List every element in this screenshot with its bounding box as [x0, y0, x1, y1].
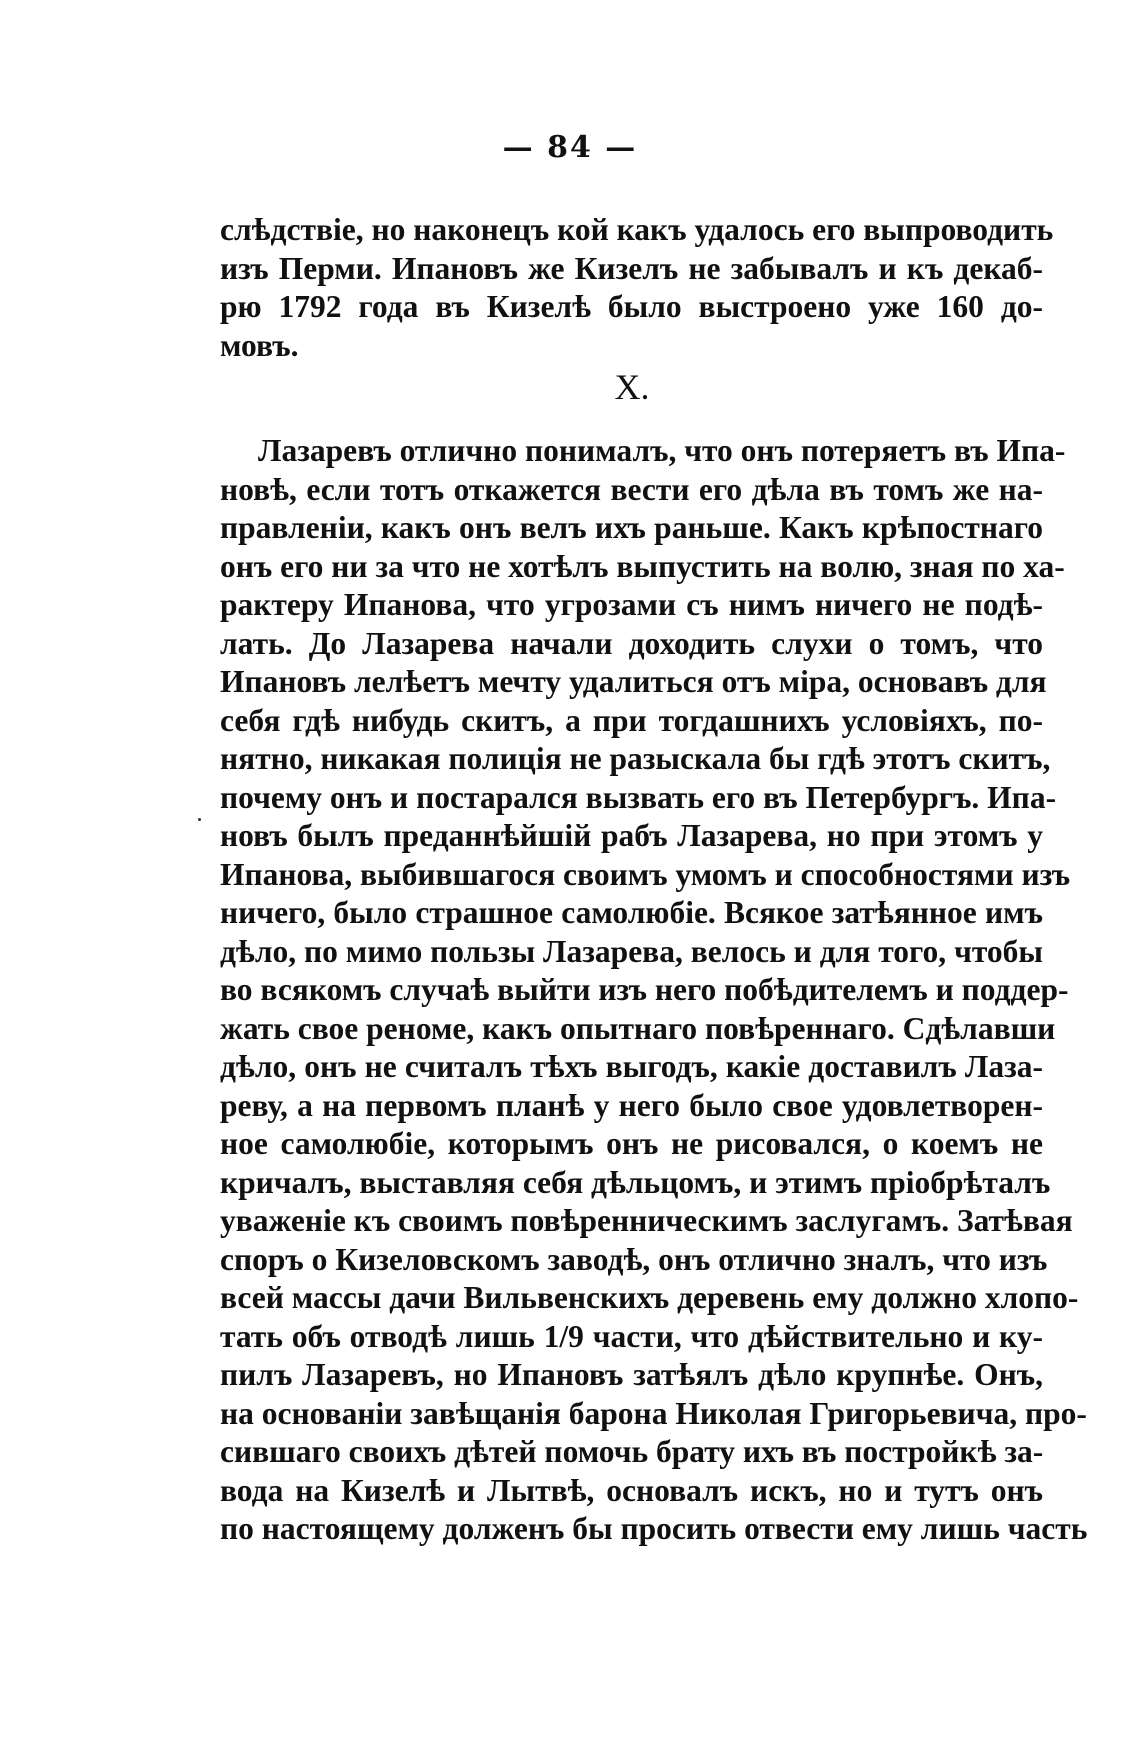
text-line: почему онъ и постарался вызвать его въ Петербургъ. Ипа-	[220, 779, 1057, 815]
text-line: уваженіе къ своимъ повѣренническимъ заслугамъ. Затѣвая	[220, 1203, 1073, 1238]
text-line: рактеру Ипанова, что угрозами съ нимъ ничего не подѣ-	[220, 587, 1043, 622]
text-line: дѣло, онъ не считалъ тѣхъ выгодъ, какіе доставилъ Лаза-	[220, 1049, 1043, 1084]
text-line: слѣдствіе, но наконецъ кой какъ удалось его выпроводить	[220, 212, 1054, 247]
text-line: Лазаревъ отлично понималъ, что онъ потеряетъ въ Ипа-	[258, 433, 1066, 468]
text-line: во всякомъ случаѣ выйти изъ него побѣдителемъ и поддер-	[220, 972, 1069, 1007]
text-line: сившаго своихъ дѣтей помочь брату ихъ въ постройкѣ за-	[220, 1434, 1044, 1469]
main-paragraph	[220, 432, 1088, 1549]
text-line: Ипанова, выбившагося своимъ умомъ и способностями изъ	[220, 856, 1071, 892]
text-line: по настоящему долженъ бы просить отвести ему лишь часть	[220, 1511, 1088, 1546]
text-line: нятно, никакая полиція не разыскала бы гдѣ этотъ скитъ,	[220, 741, 1051, 776]
text-line: онъ его ни за что не хотѣлъ выпустить на волю, зная по ха-	[220, 548, 1065, 584]
text-line: мовъ.	[220, 327, 299, 363]
text-line: Ипановъ лелѣетъ мечту удалиться отъ міра, основавъ для	[220, 664, 1047, 699]
text-line: правленіи, какъ онъ велъ ихъ раньше. Какъ крѣпостнаго	[220, 510, 1043, 545]
print-speck	[198, 818, 201, 821]
section-heading: X.	[614, 367, 650, 407]
text-line: жать свое реноме, какъ опытнаго повѣреннаго. Сдѣлавши	[220, 1010, 1056, 1046]
text-line: всей массы дачи Вильвенскихъ деревень ему должно хлопо-	[220, 1280, 1079, 1315]
text-line: тать объ отводѣ лишь 1/9 части, что дѣйствительно и ку-	[220, 1318, 1043, 1354]
text-line: ничего, было страшное самолюбіе. Всякое затѣянное имъ	[220, 895, 1043, 930]
text-line: на основаніи завѣщанія барона Николая Григорьевича, про-	[220, 1395, 1087, 1431]
text-line: рю 1792 года въ Кизелѣ было выстроено уже 160 до-	[220, 289, 1043, 324]
top-paragraph	[220, 211, 1054, 365]
text-line: новѣ, если тотъ откажется вести его дѣла въ томъ же на-	[220, 471, 1043, 507]
text-line: дѣло, по мимо пользы Лазарева, велось и для того, чтобы	[220, 933, 1043, 969]
text-line: лать. До Лазарева начали доходить слухи о томъ, что	[220, 625, 1043, 661]
text-line: пилъ Лазаревъ, но Ипановъ затѣялъ дѣло крупнѣе. Онъ,	[220, 1357, 1043, 1392]
page-number: — 84 —	[502, 130, 638, 165]
text-line: себя гдѣ нибудь скитъ, а при тогдашнихъ условіяхъ, по-	[220, 702, 1043, 738]
text-line: реву, а на первомъ планѣ у него было свое удовлетворен-	[220, 1087, 1043, 1123]
text-line: кричалъ, выставляя себя дѣльцомъ, и этимъ пріобрѣталъ	[220, 1164, 1051, 1200]
text-line: споръ о Кизеловскомъ заводѣ, онъ отлично зналъ, что изъ	[220, 1241, 1048, 1277]
text-line: ное самолюбіе, которымъ онъ не рисовался, о коемъ не	[220, 1126, 1043, 1161]
text-line: изъ Перми. Ипановъ же Кизелъ не забывалъ и къ декаб-	[220, 250, 1043, 286]
text-line: вода на Кизелѣ и Лытвѣ, основалъ искъ, но и тутъ онъ	[220, 1472, 1043, 1508]
text-line: новъ былъ преданнѣйшій рабъ Лазарева, но при этомъ у	[220, 818, 1043, 853]
